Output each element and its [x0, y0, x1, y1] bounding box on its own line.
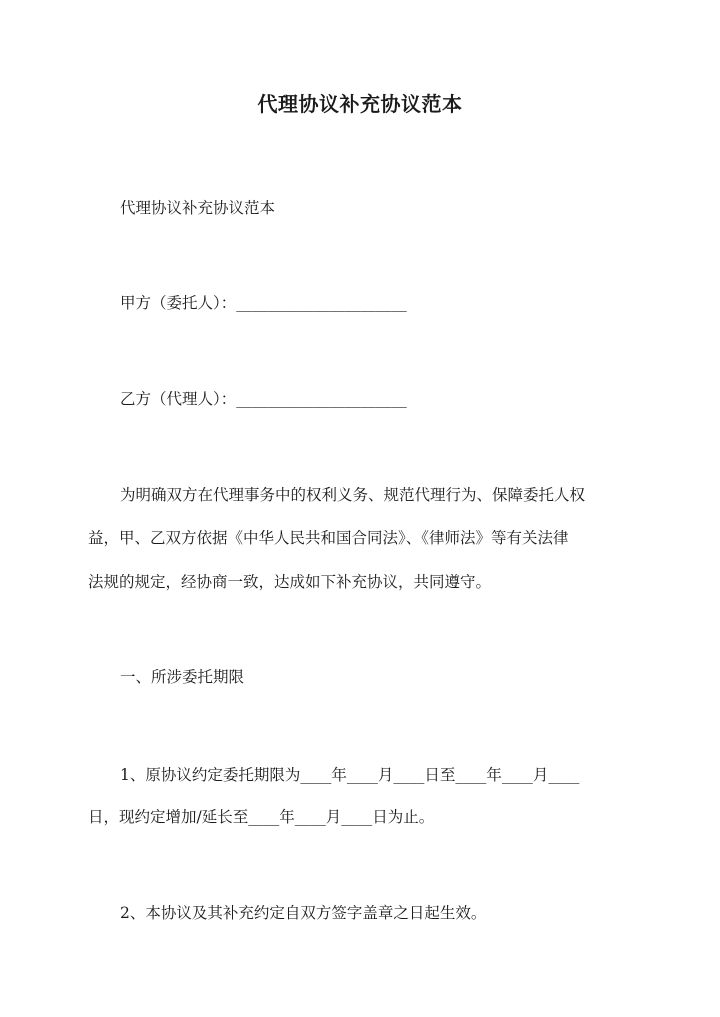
- document-title: 代理协议补充协议范本: [257, 92, 463, 116]
- clause-1-line-2: 日，现约定增加/延长至____年____月____日为止。: [88, 808, 435, 826]
- preamble-line-3: 法规的规定，经协商一致，达成如下补充协议，共同遵守。: [88, 573, 492, 591]
- document-subtitle: 代理协议补充协议范本: [120, 199, 276, 217]
- preamble-line-2: 益，甲、乙双方依据《中华人民共和国合同法》、《律师法》等有关法律: [88, 529, 569, 547]
- clause-2-line: 2、本协议及其补充约定自双方签字盖章之日起生效。: [120, 904, 487, 922]
- party-b-line: 乙方（代理人）：______________________: [120, 390, 407, 408]
- party-a-line: 甲方（委托人）：______________________: [120, 294, 407, 312]
- clause-1-line-1: 1、原协议约定委托期限为____年____月____日至____年____月____: [120, 766, 580, 784]
- section-1-heading: 一、所涉委托期限: [120, 668, 245, 686]
- preamble-line-1: 为明确双方在代理事务中的权利义务、规范代理行为、保障委托人权: [120, 486, 586, 504]
